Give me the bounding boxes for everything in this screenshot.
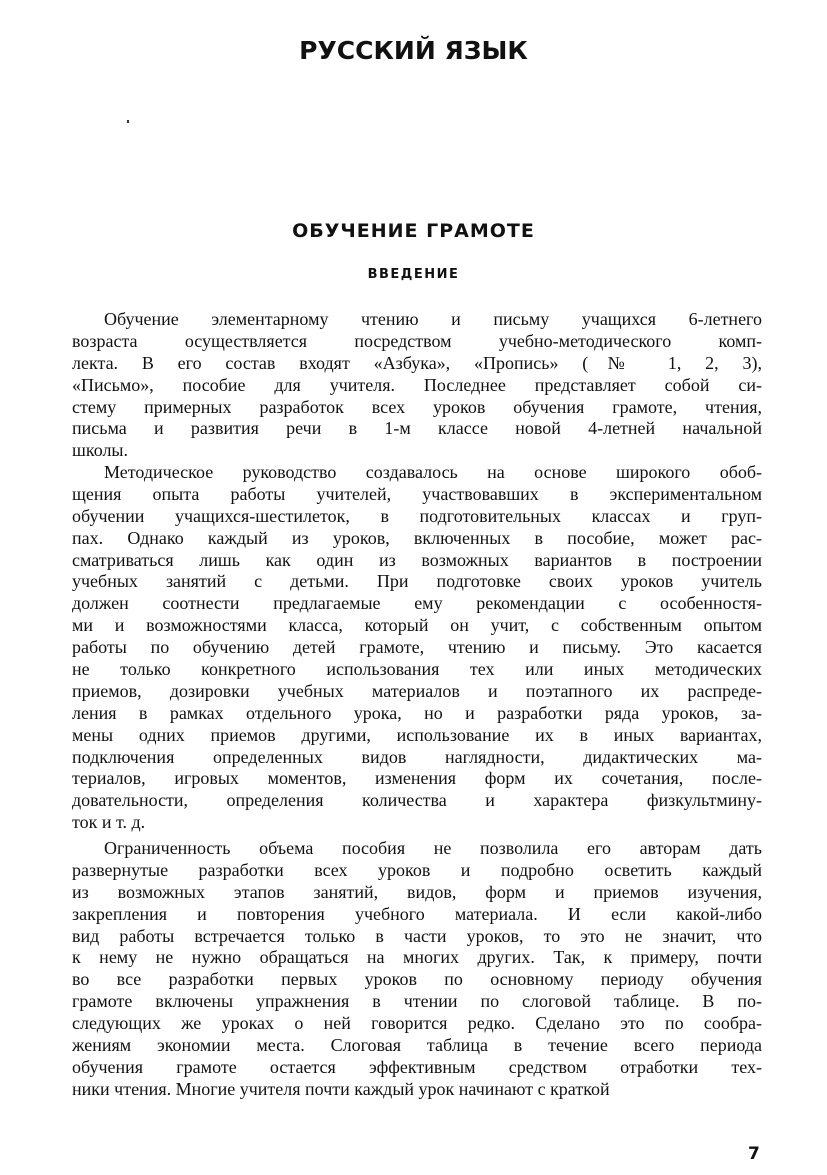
text-line: териалов, игровых моментов, изменения форм их сочетания, после- [72, 768, 762, 789]
text-line: школы. [72, 440, 129, 461]
page-subject-title: РУССКИЙ ЯЗЫК [299, 36, 528, 65]
text-line: Методическое руководство создавалось на основе широкого обоб- [104, 462, 762, 482]
text-line: «Письмо», пособие для учителя. Последнее представляет собой си- [72, 374, 762, 395]
text-line: следующих же уроках о ней говорится редко. Сделано это по сообра- [72, 1013, 762, 1034]
text-line: щения опыта работы учителей, участвовавших в экспериментальном [72, 483, 762, 504]
text-line: подключения определенных видов наглядности, дидактических ма- [72, 746, 762, 767]
text-line: приемов, дозировки учебных материалов и поэтапного их распреде- [72, 680, 762, 701]
text-line: вид работы встречается только в части уроков, то это не значит, что [72, 925, 762, 946]
text-line: письма и развития речи в 1-м классе новой 4-летней начальной [72, 418, 762, 439]
text-line: пах. Однако каждый из уроков, включенных в пособие, может рас- [72, 527, 762, 548]
text-line: развернутые разработки всех уроков и подробно осветить каждый [72, 859, 762, 880]
subsection-title: ВВЕДЕНИЕ [367, 267, 460, 282]
text-line: ток и т. д. [72, 812, 146, 833]
text-line: из возможных этапов занятий, видов, форм и приемов изучения, [72, 881, 762, 902]
text-line: лекта. В его состав входят «Азбука», «Пропись» (№ 1, 2, 3), [72, 352, 762, 373]
paragraph-3 [72, 838, 762, 1101]
text-line: должен соотнести предлагаемые ему рекомендации с особенностя- [72, 593, 762, 614]
paragraph-1 [72, 309, 762, 462]
text-line: возраста осуществляется посредством учебно-методического комп- [72, 330, 762, 351]
text-line: грамоте включены упражнения в чтении по слоговой таблице. В по- [72, 991, 762, 1012]
text-line: во все разработки первых уроков по основному периоду обучения [72, 969, 762, 990]
text-line: довательности, определения количества и характера физкультмину- [72, 790, 762, 811]
paragraph-2 [72, 462, 762, 834]
text-line: обучении учащихся-шестилеток, в подготовительных классах и груп- [72, 505, 762, 526]
text-line: мены одних приемов другими, использование их в иных вариантах, [72, 724, 762, 745]
text-line: ления в рамках отдельного урока, но и разработки ряда уроков, за- [72, 702, 762, 723]
text-line: закрепления и повторения учебного материала. И если какой-либо [72, 903, 762, 924]
text-line: Обучение элементарному чтению и письму учащихся 6-летнего [104, 309, 762, 329]
section-title: ОБУЧЕНИЕ ГРАМОТЕ [292, 220, 535, 242]
text-line: ники чтения. Многие учителя почти каждый урок начинают с краткой [72, 1078, 610, 1099]
text-line: сматриваться лишь как один из возможных вариантов в построении [72, 549, 762, 570]
text-line: работы по обучению детей грамоте, чтению и письму. Это касается [72, 637, 762, 658]
text-line: не только конкретного использования тех или иных методических [72, 659, 762, 680]
text-line: стему примерных разработок всех уроков обучения грамоте, чтения, [72, 396, 762, 417]
page-number: 7 [748, 1144, 760, 1164]
text-line: ми и возможностями класса, который он учит, с собственным опытом [72, 615, 762, 636]
text-line: жениям экономии места. Слоговая таблица в течение всего периода [72, 1035, 762, 1056]
text-line: к нему не нужно обращаться на многих других. Так, к примеру, почти [72, 947, 762, 968]
text-line: обучения грамоте остается эффективным средством отработки тех- [72, 1056, 762, 1077]
text-line: Ограниченность объема пособия не позволила его авторам дать [104, 838, 762, 858]
scan-speck [127, 120, 129, 123]
text-line: учебных занятий с детьми. При подготовке своих уроков учитель [72, 571, 762, 592]
